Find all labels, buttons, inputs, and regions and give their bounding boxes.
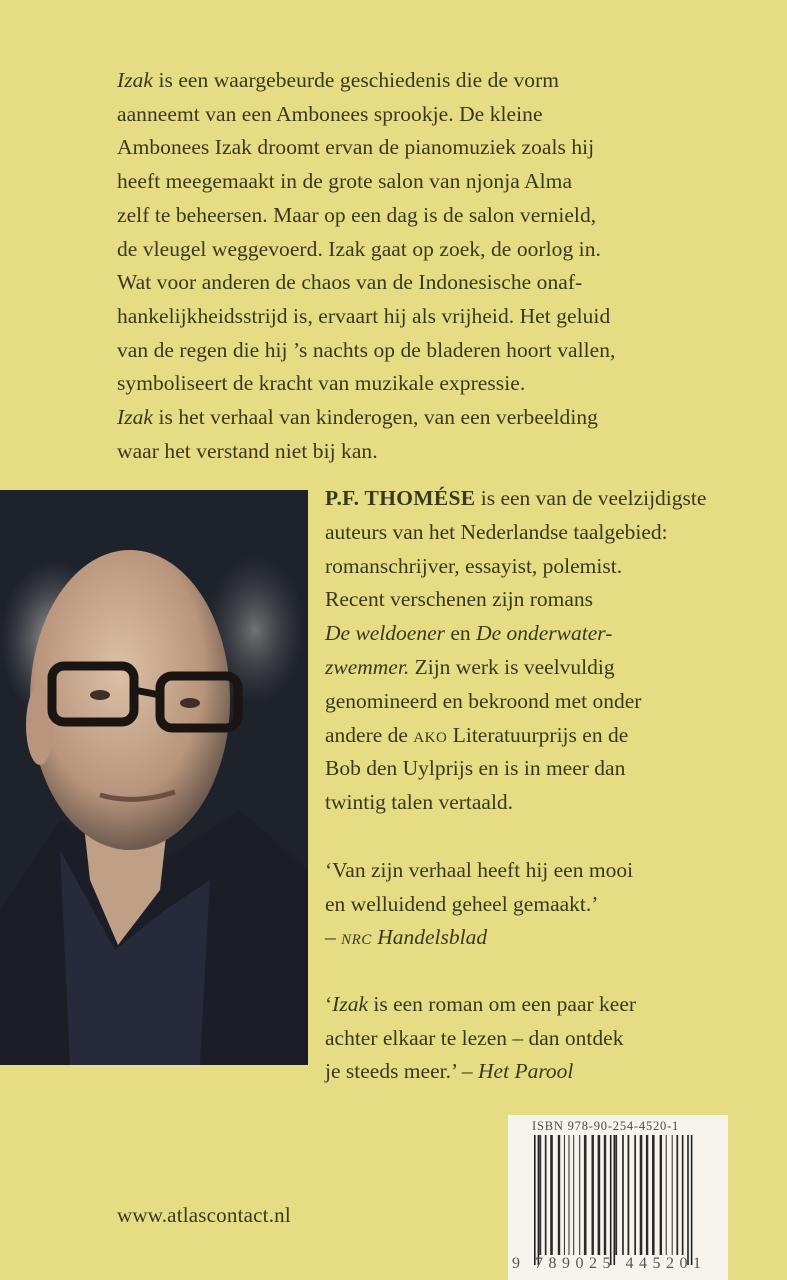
quote-line: ‘Van zijn verhaal heeft hij een mooi [325,858,634,882]
bio-line: twintig talen vertaald. [325,790,514,815]
blurb-line: Wat voor anderen de chaos van de Indonesische onaf- [117,270,583,295]
bio-text: Zijn werk is veelvuldig [409,654,615,679]
book-title: zwemmer. [325,654,410,679]
quote-line: achter elkaar te lezen – dan ontdek [325,1025,624,1050]
blurb-line: Ambonees Izak droomt ervan de pianomuziek zoals hij [117,135,595,160]
bio-line: Bob den Uylprijs en is in meer dan [325,756,626,781]
blurb-paragraph [117,64,777,468]
barcode-bars [534,1135,704,1265]
publisher-website[interactable]: www.atlascontact.nl [117,1203,291,1227]
quote-text: is een roman om een paar keer [368,992,637,1016]
quote-dash: – [325,925,342,950]
blurb-line: waar het verstand niet bij kan. [117,438,378,463]
blurb-line: van de regen die hij ’s nachts op de bladeren hoort vallen, [117,337,616,362]
book-title: Izak [117,405,154,430]
ean-digits: 9 789025 445201 [512,1255,707,1272]
quote-source: Het Parool [478,1059,574,1084]
blurb-line: aanneemt van een Ambonees sprookje. De kleine [117,101,543,126]
quote-line: en welluidend geheel gemaakt.’ [325,891,599,916]
bio-text: andere de [325,722,414,747]
quote-source: Handelsblad [371,925,488,950]
bio-line: romanschrijver, essayist, polemist. [325,553,623,578]
blurb-line: Izak is een waargebeurde geschiedenis die de vorm [117,68,560,92]
bio-line: genomineerd en bekroond met onder [325,688,642,713]
quote-source-abbrev: nrc [341,925,372,950]
book-title: De weldoener [325,621,446,646]
book-title: De onderwater- [476,621,613,646]
blurb-line: heeft meegemaakt in de grote salon van njonja Alma [117,169,573,194]
blurb-line: symboliseert de kracht van muzikale expressie. [117,371,526,396]
bio-text: en [445,621,477,646]
blurb-line: hankelijkheidsstrijd is, ervaart hij als vrijheid. Het geluid [117,303,611,328]
award-ako: ako [413,722,448,747]
bio-line: auteurs van het Nederlandse taalgebied: [325,519,668,544]
book-title: Izak [117,68,154,92]
review-quote-parool [325,988,785,1089]
author-bio [325,482,785,820]
review-quote-nrc [325,854,785,955]
bio-text: Literatuurprijs en de [447,722,629,747]
isbn-barcode [508,1115,728,1280]
blurb-line: Izak is het verhaal van kinderogen, van een verbeelding [117,405,598,430]
bio-line: Recent verschenen zijn romans [325,587,594,612]
bio-text: is een van de veelzijdigste [475,486,707,510]
blurb-line: zelf te beheersen. Maar op een dag is de salon vernield, [117,202,597,227]
author-portrait-image [0,490,308,1065]
book-title: Izak [332,992,368,1016]
blurb-line: de vleugel weggevoerd. Izak gaat op zoek, de oorlog in. [117,236,601,261]
author-name: P.F. THOMÉSE [325,486,476,510]
author-photo [0,490,308,1065]
quote-open: ‘ [325,992,333,1016]
quote-text: je steeds meer.’ – [325,1059,479,1084]
isbn-label: ISBN 978-90-254-4520-1 [532,1119,680,1133]
